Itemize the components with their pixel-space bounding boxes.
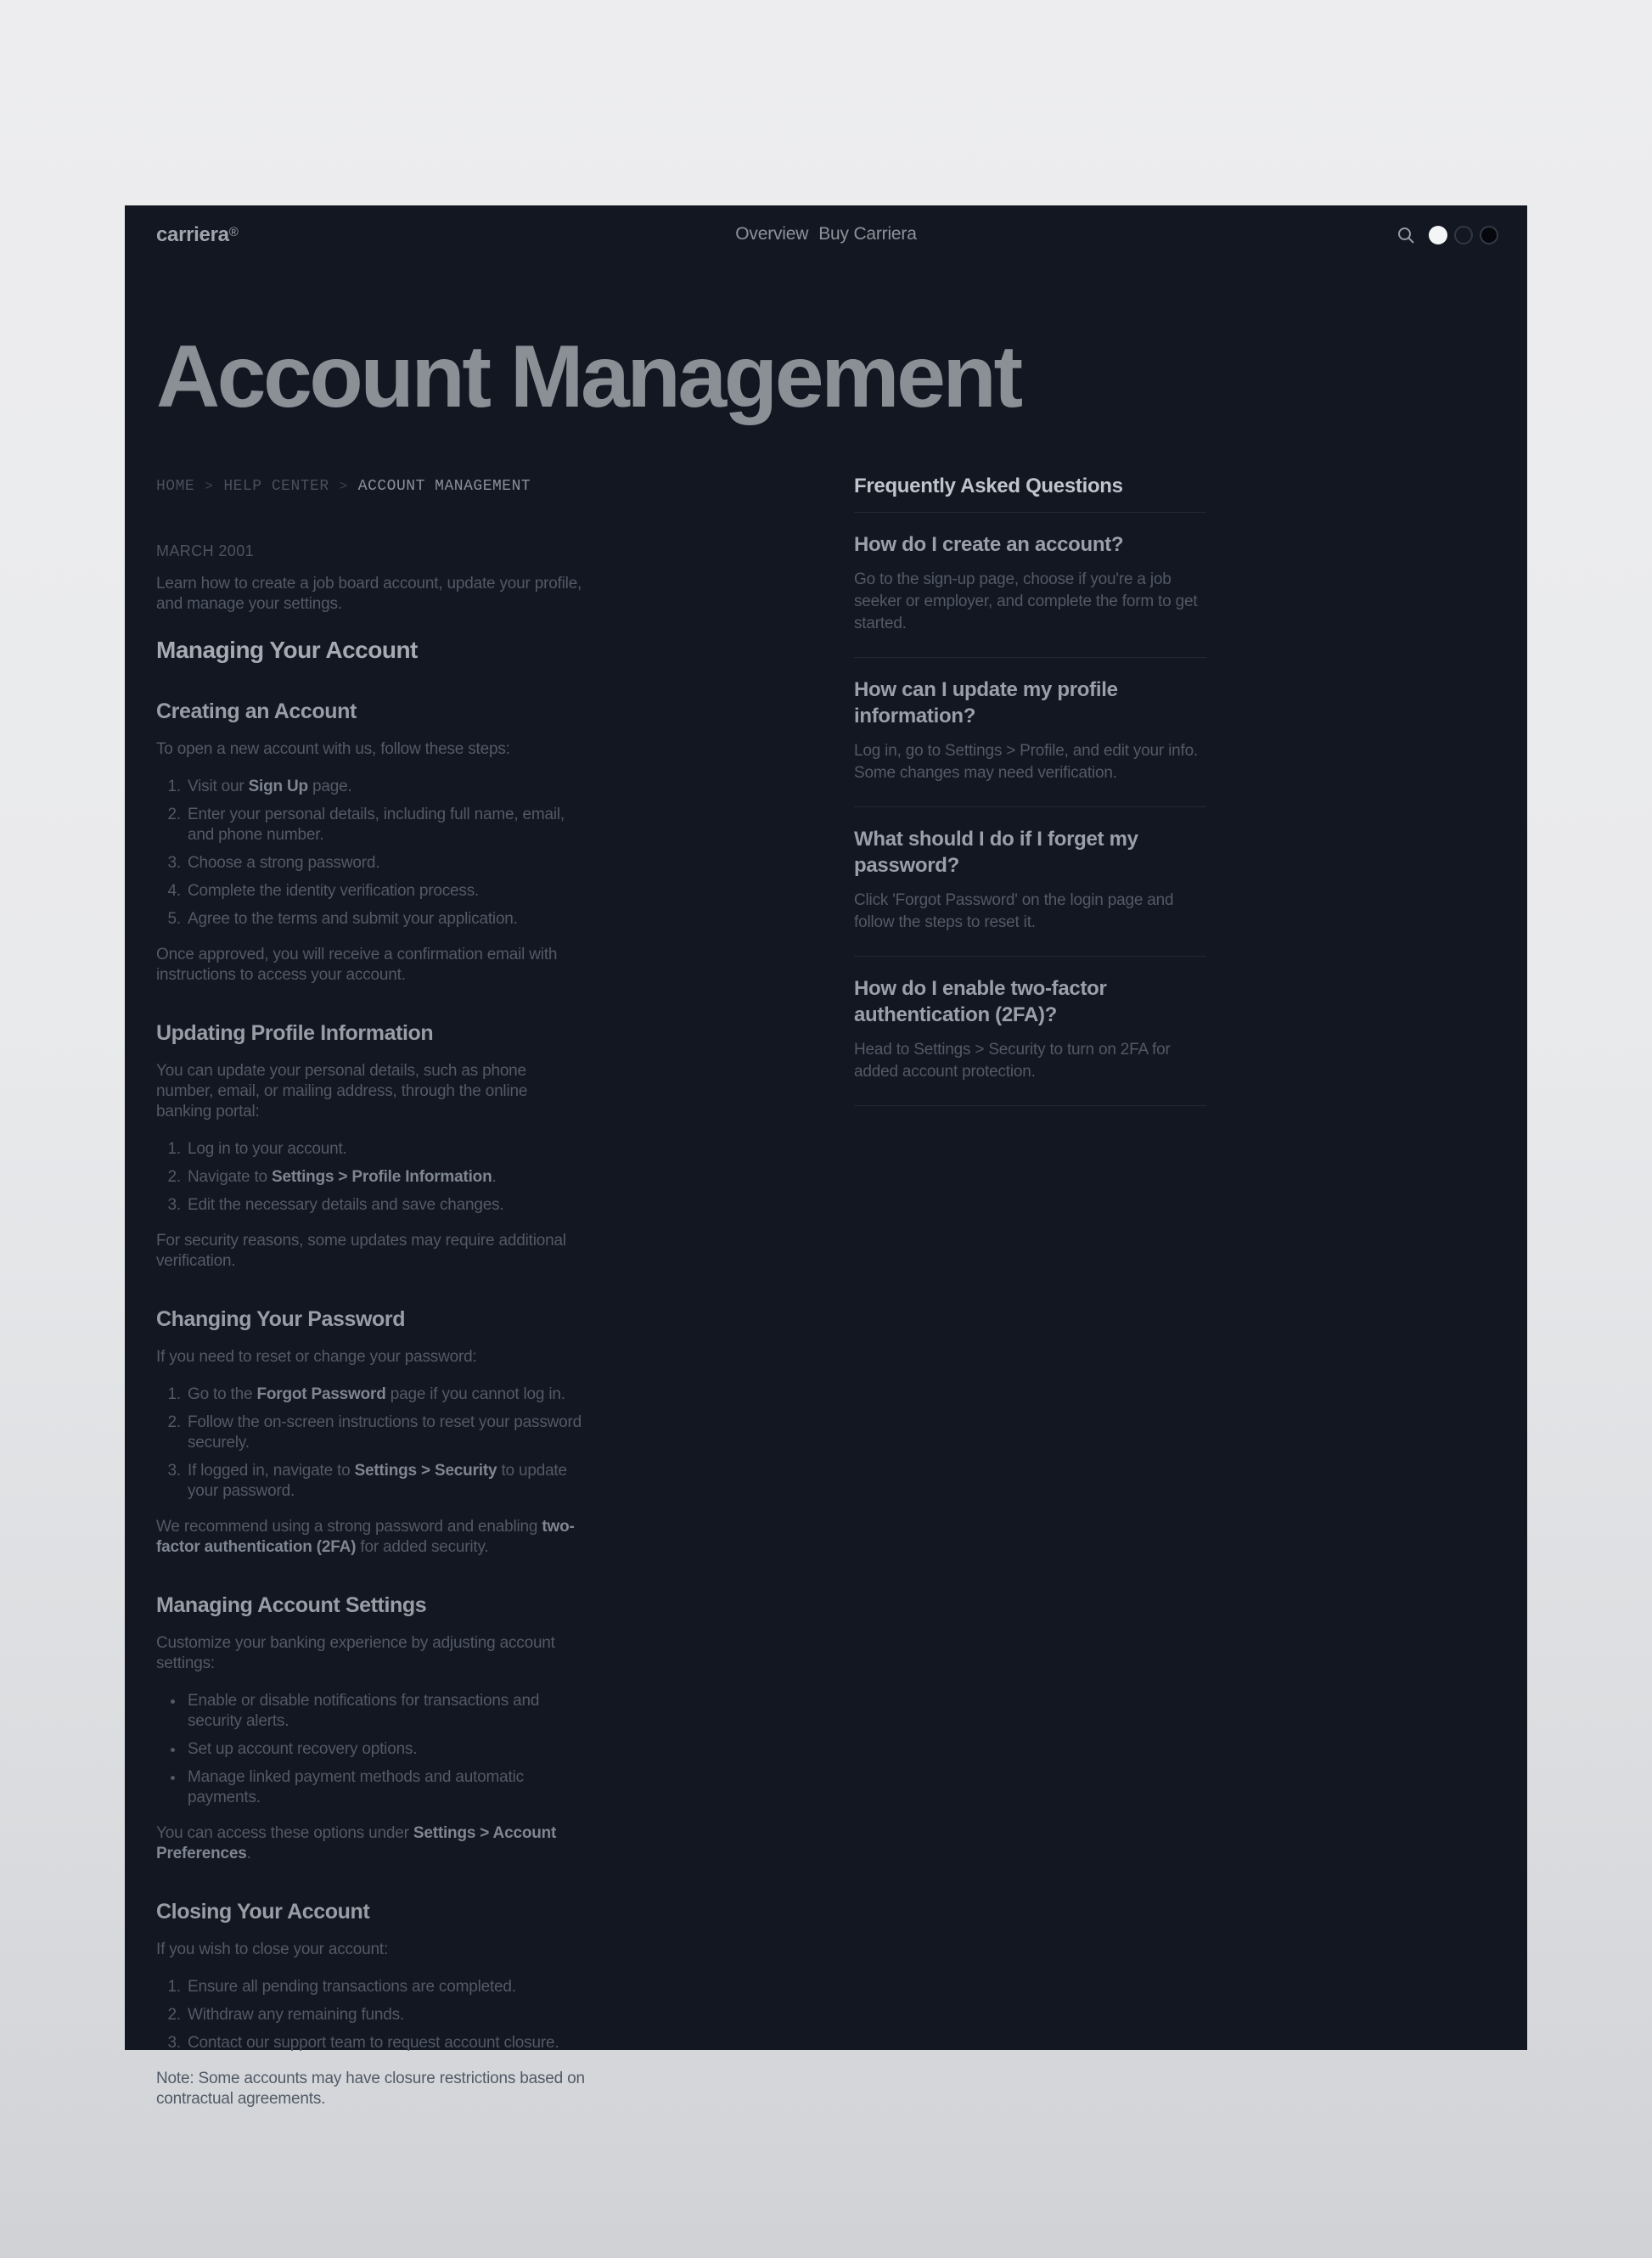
inline-text: If logged in, navigate to	[188, 1462, 355, 1480]
inline-text: to update your password.	[188, 1462, 567, 1501]
ordered-list	[156, 1139, 585, 1216]
inline-text: .	[492, 1168, 497, 1187]
faq-item	[854, 513, 1206, 658]
inline-text: Enable or disable notifications for transactions and security alerts.	[188, 1692, 540, 1731]
inline-text: Complete the identity verification process.	[188, 882, 480, 901]
article-subsection	[156, 1593, 585, 1864]
article-paragraph	[156, 1823, 585, 1864]
list-item	[185, 1139, 585, 1160]
faq-item	[854, 957, 1206, 1106]
inline-bold-text: two-factor authentication (2FA)	[156, 1518, 575, 1557]
faq-answer: Head to Settings > Security to turn on 2FA for added account protection.	[854, 1041, 1171, 1081]
subsection-heading: Updating Profile Information	[156, 1021, 434, 1046]
faq-title: Frequently Asked Questions	[854, 475, 1206, 513]
registered-mark: ®	[228, 225, 239, 239]
article-paragraph	[156, 2069, 585, 2109]
inline-text: You can access these options under	[156, 1824, 413, 1843]
article-intro: Learn how to create a job board account, update your profile, and manage your settings.	[156, 575, 582, 614]
inline-bold-text: Settings > Profile Information	[272, 1168, 492, 1187]
inline-text: We recommend using a strong password and enabling	[156, 1518, 542, 1536]
list-item	[185, 2033, 585, 2053]
breadcrumb-separator: >	[339, 479, 348, 495]
article-paragraph	[156, 1940, 585, 1960]
inline-text: .	[246, 1845, 251, 1863]
inline-text: Set up account recovery options.	[188, 1740, 418, 1759]
inline-text: Note: Some accounts may have closure restrictions based on contractual agreements.	[156, 2070, 585, 2109]
list-item	[185, 805, 585, 845]
faq-answer: Click 'Forgot Password' on the login page and follow the steps to reset it.	[854, 891, 1174, 932]
breadcrumb-separator: >	[205, 479, 214, 495]
inline-text: If you wish to close your account:	[156, 1941, 389, 1959]
inline-text: For security reasons, some updates may require additional verification.	[156, 1232, 566, 1271]
list-item	[185, 777, 585, 797]
list-item	[185, 881, 585, 902]
inline-text: page if you cannot log in.	[385, 1385, 565, 1404]
faq-question: What should I do if I forget my password?	[854, 828, 1138, 878]
faq-list	[854, 513, 1206, 1106]
inline-text: Agree to the terms and submit your application.	[188, 910, 518, 929]
inline-text: Visit our	[188, 778, 249, 796]
faq-sidebar	[854, 475, 1206, 1106]
help-article-panel	[125, 205, 1527, 2109]
inline-text: Enter your personal details, including full name, email, and phone number.	[188, 806, 565, 845]
inline-bold-text: Sign Up	[248, 778, 308, 796]
theme-system-toggle[interactable]	[1454, 226, 1473, 244]
faq-question: How do I enable two-factor authentication (2FA)?	[854, 977, 1107, 1027]
inline-text: Contact our support team to request account closure.	[188, 2034, 559, 2053]
inline-text: You can update your personal details, such as phone number, email, or mailing address, through the online banking portal:	[156, 1062, 528, 1121]
inline-text: for added security.	[356, 1538, 489, 1557]
article-paragraph	[156, 1231, 585, 1272]
inline-text: To open a new account with us, follow these steps:	[156, 740, 510, 759]
article-paragraph	[156, 739, 585, 760]
header-actions	[1396, 225, 1498, 245]
list-item	[185, 1739, 585, 1760]
faq-item	[854, 807, 1206, 957]
nav-link-buy-carriera[interactable]: Buy Carriera	[818, 224, 917, 244]
inline-bold-text: Forgot Password	[256, 1385, 386, 1404]
ordered-list	[156, 1385, 585, 1502]
article-paragraph	[156, 1347, 585, 1368]
page-title: Account Management	[156, 328, 1020, 426]
ordered-list	[156, 777, 585, 930]
faq-question: How can I update my profile information?	[854, 678, 1118, 728]
subsection-heading: Managing Account Settings	[156, 1593, 427, 1618]
list-item	[185, 1167, 585, 1188]
breadcrumb	[156, 478, 585, 495]
list-item	[185, 1461, 585, 1502]
site-logo-text: carriera	[156, 223, 229, 246]
breadcrumb-item-home[interactable]: HOME	[156, 478, 195, 496]
article-section-title: Managing Your Account	[156, 637, 418, 664]
list-item	[185, 1385, 585, 1405]
list-item	[185, 909, 585, 930]
article-subsection	[156, 1021, 585, 1272]
inline-text: page.	[307, 778, 352, 796]
article-paragraph	[156, 1061, 585, 1122]
article-column	[156, 478, 585, 2109]
faq-item	[854, 658, 1206, 807]
inline-text: Customize your banking experience by adjusting account settings:	[156, 1634, 555, 1673]
header-nav	[125, 224, 1527, 244]
inline-text: Go to the	[188, 1385, 257, 1404]
breadcrumb-item-account-management: ACCOUNT MANAGEMENT	[357, 478, 531, 496]
theme-light-toggle[interactable]	[1429, 226, 1447, 244]
breadcrumb-item-help-center[interactable]: HELP CENTER	[223, 478, 329, 496]
subsection-heading: Changing Your Password	[156, 1307, 406, 1332]
article-paragraph	[156, 945, 585, 986]
inline-text: Navigate to	[188, 1168, 272, 1187]
inline-bold-text: Settings > Security	[354, 1462, 497, 1480]
list-item	[185, 2005, 585, 2025]
article-subsection	[156, 1307, 585, 1558]
site-header	[125, 205, 1527, 250]
search-icon[interactable]	[1396, 225, 1417, 245]
inline-text: Once approved, you will receive a confirmation email with instructions to access your account.	[156, 946, 558, 985]
inline-text: Withdraw any remaining funds.	[188, 2006, 405, 2025]
article-paragraph	[156, 1633, 585, 1674]
article-subsection	[156, 699, 585, 986]
subsection-heading: Creating an Account	[156, 699, 357, 724]
list-item	[185, 1413, 585, 1453]
site-logo[interactable]	[156, 223, 238, 247]
faq-answer: Go to the sign-up page, choose if you're a job seeker or employer, and complete the form to get started.	[854, 570, 1198, 633]
inline-text: Log in to your account.	[188, 1140, 347, 1159]
ordered-list	[156, 1977, 585, 2053]
list-item	[185, 1691, 585, 1732]
inline-text: Choose a strong password.	[188, 854, 380, 873]
article-subsection	[156, 1900, 585, 2109]
bullet-list	[156, 1691, 585, 1808]
article-paragraph	[156, 1517, 585, 1558]
list-item	[185, 1767, 585, 1808]
inline-text: If you need to reset or change your password:	[156, 1348, 477, 1367]
article-sections	[156, 699, 585, 2109]
inline-text: Edit the necessary details and save changes.	[188, 1196, 504, 1215]
content-area	[125, 475, 1527, 2109]
nav-link-overview[interactable]: Overview	[735, 224, 809, 244]
inline-text: Ensure all pending transactions are completed.	[188, 1978, 516, 1997]
list-item	[185, 1195, 585, 1216]
faq-answer: Log in, go to Settings > Profile, and edit your info. Some changes may need verification.	[854, 742, 1199, 783]
list-item	[185, 853, 585, 873]
faq-question: How do I create an account?	[854, 533, 1124, 557]
theme-dark-toggle[interactable]	[1480, 226, 1498, 244]
inline-bold-text: Settings > Account Preferences	[156, 1824, 557, 1863]
inline-text: Manage linked payment methods and automatic payments.	[188, 1768, 524, 1807]
inline-text: Follow the on-screen instructions to reset your password securely.	[188, 1413, 582, 1452]
subsection-heading: Closing Your Account	[156, 1900, 370, 1924]
list-item	[185, 1977, 585, 1997]
article-date: MARCH 2001	[156, 542, 255, 560]
